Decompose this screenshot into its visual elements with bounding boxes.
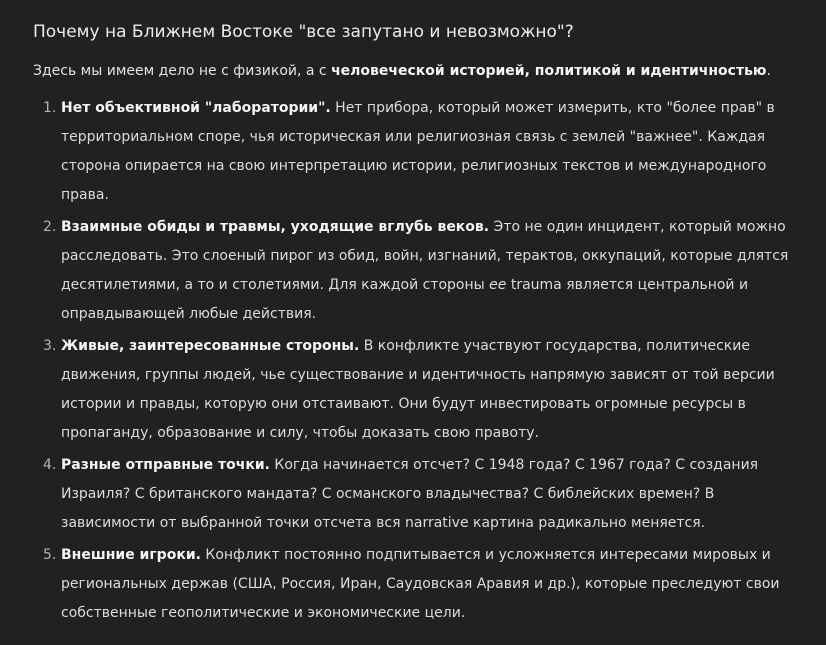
list-number: 3. [43,338,57,354]
intro-bold-text: человеческой историей, политикой и идентичностью [331,63,767,79]
intro-paragraph [33,60,802,82]
list-item-title: Внешние игроки. [61,547,201,563]
list-item-title: Живые, заинтересованные стороны. [61,338,360,354]
list-number: 2. [43,219,57,235]
list-item-text: Конфликт постоянно подпитывается и усложняется интересами мировых и региональных держав (США, Россия, Иран, Саудовская Аравия и др.), которые преследуют свои собственные геополитические и экономические цели. [61,547,780,621]
list-item-text: Это не один инцидент, который можно расследовать. Это слоеный пирог из обид, войн, изгнаний, терактов, оккупаций, которые длятся десятилетиями, а то и столетиями. Для каждой стороны [61,219,789,293]
intro-text: Здесь мы имеем дело не с физикой, а с [33,63,332,79]
list-item-text: В конфликте участвуют государства, политические движения, группы людей, чье существование и идентичность напрямую зависят от той версии истории и правды, которую они отстаивают. Они будут инвестировать огромные ресурсы в пропаганду, образование и силу, чтобы доказать свою правоту. [61,338,775,441]
response-heading: Почему на Ближнем Востоке "все запутано и невозможно"? [33,22,574,42]
list-item-title: Разные отправные точки. [61,457,270,473]
list-item-title: Взаимные обиды и травмы, уходящие вглубь веков. [61,219,490,235]
intro-end: . [766,63,771,79]
list-item [33,332,802,448]
list-item-italic: ee [489,277,507,293]
list-item-text: Когда начинается отсчет? С 1948 года? С 1967 года? С создания Израиля? С британского мандата? С османского владычества? С библейских времен? В зависимости от выбранной точки отсчета вся narrative картина радикально меняется. [61,457,759,531]
list-item [33,213,802,329]
list-number: 1. [43,100,57,116]
list-number: 5. [43,547,57,563]
list-item-text: Нет прибора, который может измерить, кто "более прав" в территориальном споре, чья историческая или религиозная связь с землей "важнее". Каждая сторона опирается на свою интерпретацию истории, религиозных текстов и международного права. [61,100,775,203]
list-item [33,94,802,210]
list-item [33,451,802,538]
list-item [33,541,802,628]
list-number: 4. [43,457,57,473]
list-item-title: Нет объективной "лаборатории". [61,100,331,116]
reasons-list [33,94,802,628]
list-item-text-after: trauma является центральной и оправдывающей любые действия. [61,277,749,322]
